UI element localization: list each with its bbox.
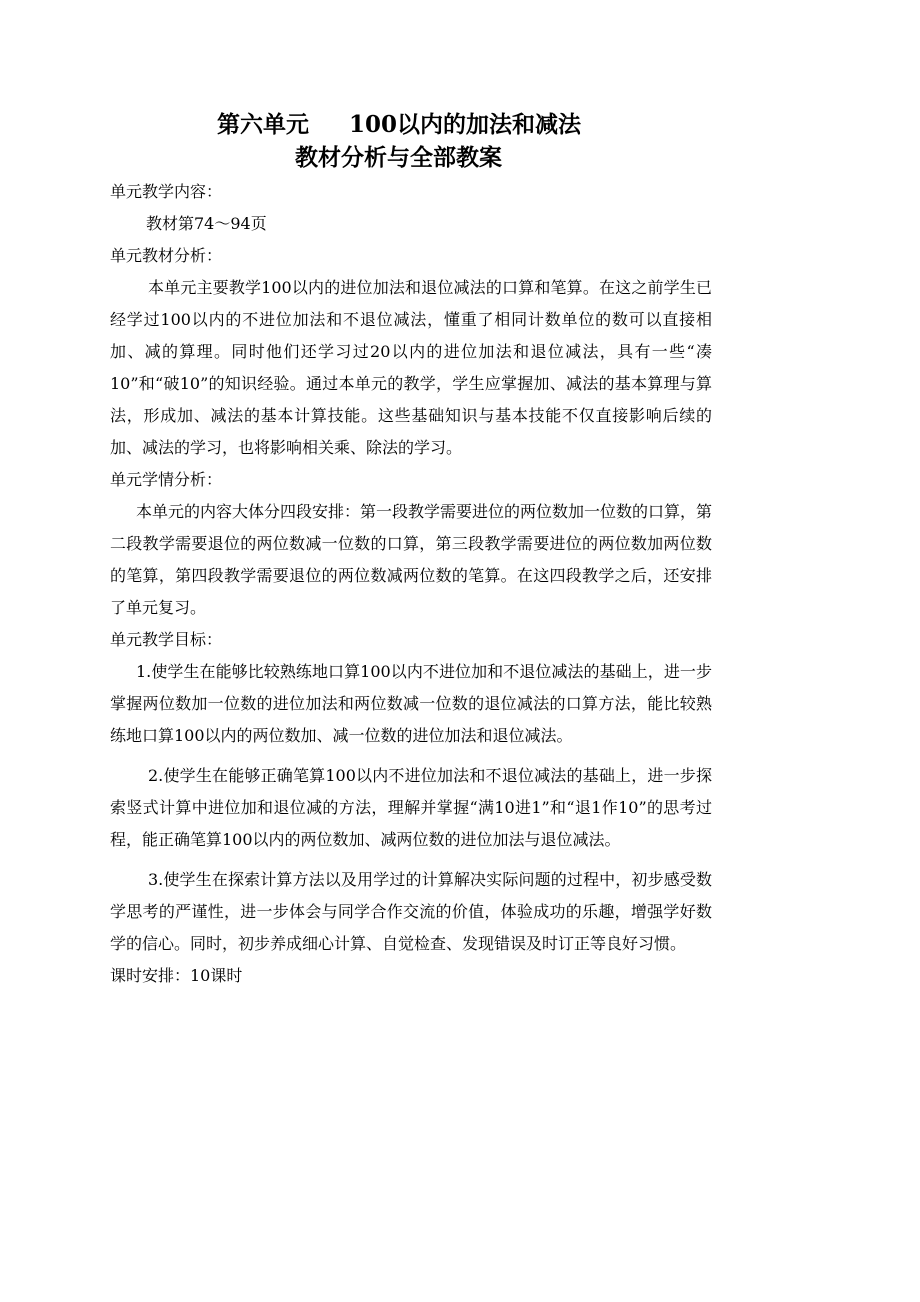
document-body — [110, 176, 712, 992]
document-subtitle: 教材分析与全部教案 — [295, 144, 502, 171]
document-title — [217, 110, 581, 140]
schedule-line: 课时安排：10课时 — [110, 966, 243, 985]
situation-heading: 单元学情分析： — [110, 470, 223, 489]
goal-item-3: 3.使学生在探索计算方法以及用学过的计算解决实际问题的过程中，初步感受数学思考的严谨性，进一步体会与同学合作交流的价值，体验成功的乐趣，增强学好数学的信心。同时，初步养成细心计算、自觉检查、发现错误及时订正等良好习惯。 — [110, 870, 712, 953]
goal-item-2: 2.使学生在能够正确笔算100以内不进位加法和不退位减法的基础上，进一步探索竖式计算中进位加和退位减的方法，理解并掌握“满10进1”和“退1作10”的思考过程，能正确笔算100以内的两位数加、减两位数的进位加法与退位减法。 — [110, 766, 712, 849]
goals-heading: 单元教学目标： — [110, 630, 223, 649]
unit-number: 第六单元 — [217, 111, 309, 138]
content-text: 教材第74～94页 — [146, 214, 267, 233]
analysis-heading: 单元教材分析： — [110, 246, 223, 265]
goal-item-1: 1.使学生在能够比较熟练地口算100以内不进位加和不退位减法的基础上，进一步掌握两位数加一位数的进位加法和两位数减一位数的退位减法的口算方法，能比较熟练地口算100以内的两位数加、减一位数的进位加法和退位减法。 — [110, 662, 712, 745]
situation-paragraph: 本单元的内容大体分四段安排：第一段教学需要进位的两位数加一位数的口算，第二段教学需要退位的两位数减一位数的口算，第三段教学需要进位的两位数加两位数的笔算，第四段教学需要退位的两位数减两位数的笔算。在这四段教学之后，还安排了单元复习。 — [110, 502, 713, 617]
unit-topic: 100以内的加法和减法 — [349, 111, 582, 138]
content-heading: 单元教学内容： — [110, 182, 223, 201]
analysis-paragraph: 本单元主要教学100以内的进位加法和退位减法的口算和笔算。在这之前学生已经学过100以内的不进位加法和不退位减法，懂重了相同计数单位的数可以直接相加、减的算理。同时他们还学习过20以内的进位加法和退位减法，具有一些“凑10”和“破10”的知识经验。通过本单元的教学，学生应掌握加、减法的基本算理与算法，形成加、减法的基本计算技能。这些基础知识与基本技能不仅直接影响后续的加、减法的学习，也将影响相关乘、除法的学习。 — [110, 278, 712, 457]
